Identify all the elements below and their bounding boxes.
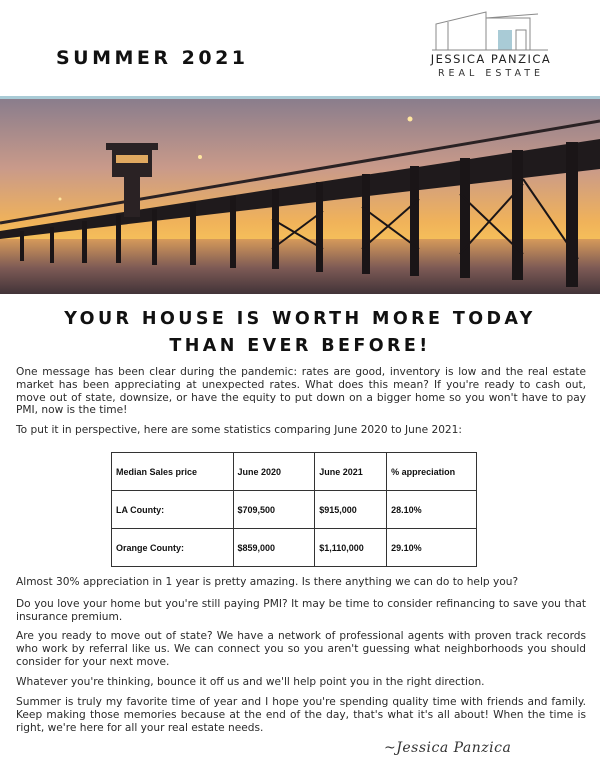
summer-paragraph: Summer is truly my favorite time of year and I hope you're spending quality time with friends and family. Keep making those memories because at the end of the day, that's what it's all about! When the time is right, we're here for all your real estate needs. [16,696,586,734]
headline [0,306,600,360]
table-row [112,529,477,567]
pmi-paragraph: Do you love your home but you're still paying PMI? It may be time to consider refinancing to save you that insurance premium. [16,598,586,623]
brand-name: JESSICA PANZICA [430,52,552,66]
table-header-row [112,453,477,491]
newsletter-header [0,0,600,96]
table-row [112,491,477,529]
table-header-cell: Median Sales price [112,453,234,491]
brand-logo [428,10,554,86]
table-cell: $859,000 [233,529,315,567]
whatever-paragraph: Whatever you're thinking, bounce it off us and we'll help point you in the right direction. [16,676,485,688]
sales-stats-table [111,452,477,567]
table-header-cell: % appreciation [387,453,477,491]
table-cell: Orange County: [112,529,234,567]
table-header-cell: June 2021 [315,453,387,491]
hero-image [0,96,600,294]
intro-paragraph: One message has been clear during the pandemic: rates are good, inventory is low and the real estate market has been appreciating at unexpected rates. What does this mean? If you're ready to cash out, move out of state, downsize, or have the equity to put down on a bigger home so you won't have to pay PMI, now is the time! [16,366,586,417]
table-header-cell: June 2020 [233,453,315,491]
headline-line-2: THAN EVER BEFORE! [169,336,431,356]
house-outline-icon [428,10,554,52]
pier-sunset-image [0,99,600,294]
table-cell: $915,000 [315,491,387,529]
perspective-paragraph: To put it in perspective, here are some statistics comparing June 2020 to June 2021: [16,424,462,436]
brand-tagline: REAL ESTATE [437,68,545,79]
table-cell: LA County: [112,491,234,529]
table-cell: 28.10% [387,491,477,529]
table-cell: $709,500 [233,491,315,529]
move-paragraph: Are you ready to move out of state? We have a network of professional agents with proven track records who work by referral like us. We can connect you so you aren't guessing what neighborhoods you should consider for your next move. [16,630,586,668]
table-cell: $1,110,000 [315,529,387,567]
headline-line-1: YOUR HOUSE IS WORTH MORE TODAY [64,309,536,329]
season-title: SUMMER 2021 [56,47,249,69]
signature: ~Jessica Panzica [384,740,512,756]
table-cell: 29.10% [387,529,477,567]
appreciation-paragraph: Almost 30% appreciation in 1 year is pretty amazing. Is there anything we can do to help you? [16,576,519,588]
